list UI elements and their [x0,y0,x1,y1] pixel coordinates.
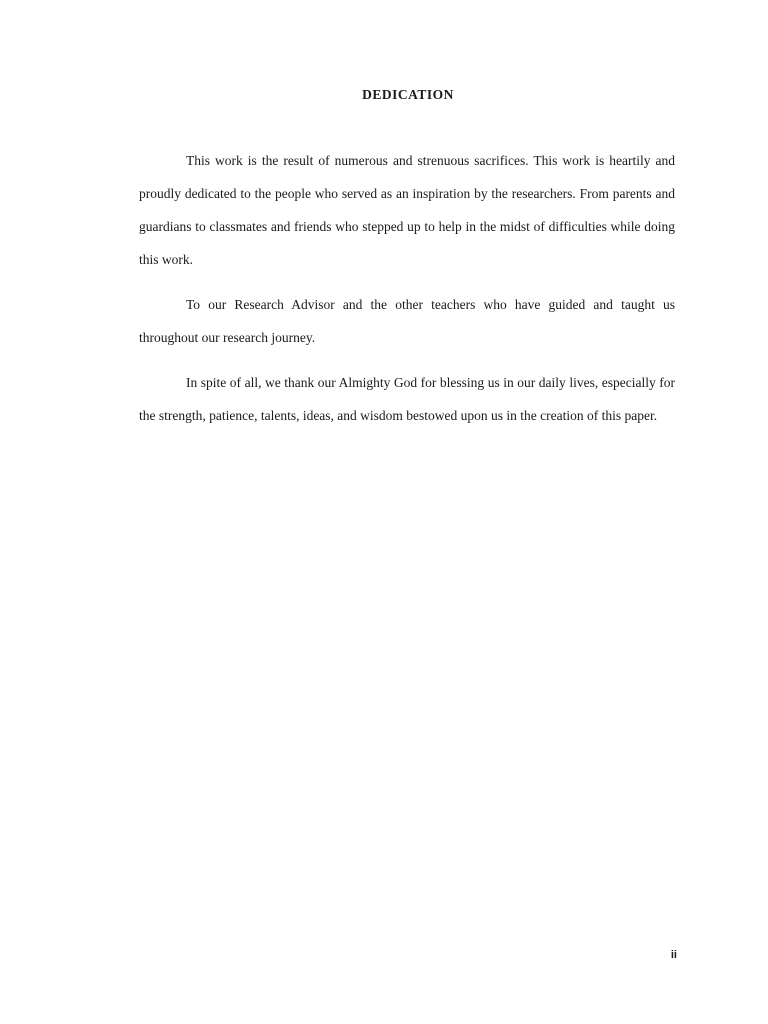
paragraph-sacrifices: This work is the result of numerous and strenuous sacrifices. This work is heartily and proudly dedicated to the people who served as an inspiration by the researchers. From parents and guardians to classmates and friends who stepped up to help in the midst of difficulties while doing this work. [139,153,675,267]
page-number: ii [670,949,677,961]
paragraph-advisor: To our Research Advisor and the other teachers who have guided and taught us throughout our research journey. [139,297,675,345]
paragraph-god: In spite of all, we thank our Almighty God for blessing us in our daily lives, especially for the strength, patience, talents, ideas, and wisdom bestowed upon us in the creation of this paper. [139,375,675,423]
page-title: DEDICATION [362,87,454,102]
dedication-body [139,144,675,444]
